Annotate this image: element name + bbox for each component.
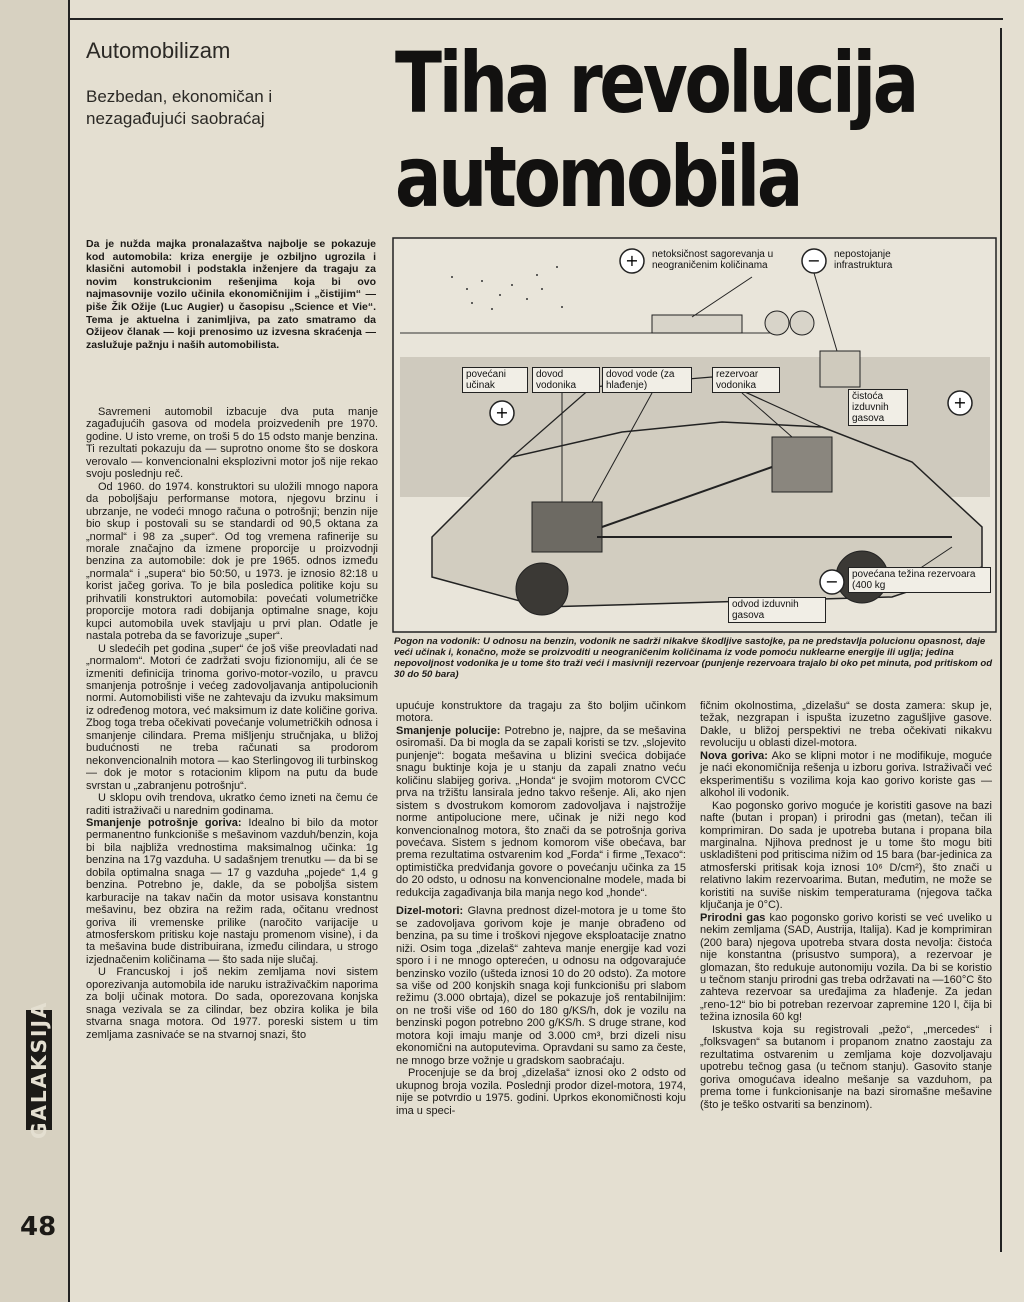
text-column-3 <box>700 700 992 1111</box>
label-tank: rezervoar vodonika <box>712 367 780 393</box>
paragraph: Kao pogonsko gorivo moguće je koristiti gasove na bazi nafte (butan i propan) i prirodni gas (metan), tečan ili komprimiran. Do sada je upotreba butana i propana bila marginalna. Njihova prednost je u tome što mogu biti uskladišteni pod pritiscima nižim od 15 bara (bar-jedinica za atmosferski pritisak koja iznosi 10⁶ D/cm²), što znači u relativno lakim rezervoarima. Butan, međutim, ne može se koristiti na suviše niskim temperaturama (njegova tačka ključanja je 0°C). <box>700 799 992 912</box>
paragraph-heading: Smanjenje potrošnje goriva: <box>86 816 242 829</box>
minus-sign: − <box>807 251 821 270</box>
minus-sign: − <box>825 572 839 591</box>
label-infrastructure: nepostojanje infrastruktura <box>834 249 893 271</box>
page-spine <box>0 0 70 1302</box>
paragraph-text: Ako se klipni motor i ne modifikuje, moguće je naći ekonomičnija rešenja u izboru goriva. Istraživači već eksperimentišu s vozilima koja kao gorivo koriste gas — alkohol ili vodonik. <box>700 749 992 800</box>
paragraph-heading: Nova goriva: <box>700 749 768 762</box>
paragraph <box>86 817 378 966</box>
frame-top-rule <box>68 18 1003 20</box>
article-lead: Da je nužda majka pronalazaštva najbolje se pokazuje kod automobila: kriza energije je ozbiljno ugrozila i klasični automobil i podstakla inženjere da tragaju za novim konstrukcionim rešenjima koja bi ovo najmasovnije vozilo učinila ekonomičnijim i „čistijim“ — piše Žik Ožije (Luc Augier) u časopisu „Science et Vie“. Tema je aktuelna i zanimljiva, pa zato smatramo da Ožijeov članak — koji prenosimo uz izvesna skraćenja — zaslužuje pažnju i naših automobilista. <box>86 238 376 351</box>
label-efficiency: povećani učinak <box>462 367 528 393</box>
paragraph-heading: Prirodni gas <box>700 911 766 924</box>
text-column-1 <box>86 406 378 1041</box>
paragraph <box>700 750 992 800</box>
paragraph-heading: Smanjenje polucije: <box>396 724 501 737</box>
paragraph-text: Glavna prednost dizel-motora je u tome što se zadovoljava gorivom koje je manje obrađeno od benzina, pa su time i troškovi njegove eksploatacije znatno niži. Osim toga „dizelaš“ zahteva manje energije kad vozi sporo i i ne mnogo opterećen, u odnosu na odgovarajuće benzinsko vozilo (ušteda iznosi 10 do 20 odsto). Za motore sa više od 200 konjskih snaga koji funkcionišu pri slabom režimu (3.000 obrtaja), dizel se pokazuje još rentabilnijim: on ne troši više od 160 do 180 g/KS/h, dok je vozilu na benzinski pogon potrebno 200 g/KS/h. S druge strane, kod motora koji imaju manje od 3.000 cm³, brzi dizeli nisu ekonomični na autoputevima. Opravdani su samo za česte, ne mnogo brze vožnje u gradskom saobraćaju. <box>396 905 686 1067</box>
page-number: 48 <box>20 1212 57 1242</box>
paragraph: U sledećih pet godina „super“ će još više preovladati nad „normalom“. Motori će zadržati svoju fizionomiju, ali će se izmeniti definicija trinoma gorivo-motor-vozilo, u pravcu smanjenja potrošnje i većeg zadovoljavanja antipolucionih normi. Automobilisti više ne zahtevaju da izvuku maksimum iz određenog motora, već maksimum iz date količine goriva. Zbog toga treba očekivati povećanje volumetričkih odnosa i smanjenje cilindara. Prema mišljenju stručnjaka, u bližoj budućnosti ne treba računati sa prodorom nekonvencionalnih motora — kao Sterlingovog ili turbinskog — dok je motor s rotacionim klipom na putu da bude svrstan u „zabranjenu potrošnju“. <box>86 642 378 792</box>
plus-sign: + <box>625 251 639 270</box>
paragraph-text: Idealno bi bilo da motor permanentno funkcioniše s mešavinom vazduh/benzin, koja bi bila najbliža vrednostima maksimalnog učinka: 1g benzina na 17g vazduha. U sadašnjem trenutku — da bi se dobila optimalna snaga — 17 g vazduha „pojede“ 1,4 g benzina. Potrebno je, dakle, da se poboljša sistem karburacije na takav način da motor usisava konstantnu mešavinu, bez obzira na režim rada, očitanu vrednost goriva ili vremenske prilike (naročito varijacije u atmosferskom pritisku koje nastaju promenom visine), i da ta mešavina bude distribuirana, između cilindara, u strogo izjednačenim količinama — što sada nije slučaj. <box>86 816 378 966</box>
paragraph: Od 1960. do 1974. konstruktori su uložili mnogo napora da poboljšaju performanse motora, njegovu brzinu i ubrzanje, ne vodeći mnogo računa o potrošnji; benzin nije bio skup i postovali su se standardi od 90,5 oktana za „normal“ i 98 za „super“. Od tog vremena rafinerije su morale značajno da izmene proporcije u proizvodnji benzina za automobile: dok je pre 1965. odnos između „normala“ i „supera“ bio 50:50, u 1973. je iznosio 82:18 u korist jačeg goriva. To je bila posledica politike koju su prihvatili konstruktori automobila: povećati volumetričke proporcije motora radi dobijanja optimalne snage, koju kupci automobila uvek stavljaju u prvi plan. Odatle je nastala potreba da se favorizuje „super“. <box>86 480 378 643</box>
paragraph: U Francuskoj i još nekim zemljama novi sistem oporezivanja automobila ide naruku istraživačkim naporima za bolji učinak motora. Do sada, oporezovana konjska snaga vezivala se za cilindar, bez obzira kolika je bila stvarna snaga motora. Od 1977. poreski sistem u tim zemljama zasnivaće se na stvarnoj snazi, što <box>86 966 378 1041</box>
article-headline <box>395 34 916 226</box>
magazine-logo: GALAKSIJA <box>27 1000 51 1140</box>
headline-line-1: Tiha revolucija <box>395 34 916 132</box>
hydrogen-car-illustration <box>392 237 997 633</box>
paragraph-text: kao pogonsko gorivo koristi se već uveliko u nekim zemljama (SAD, Austrija, Italija). Kad je komprimiran (200 bara) njegova upotreba stvara dosta nevolja: čistoća nije konstantna (prisustvo sumpora), a rezervoar je glomazan, što redukuje autonomiju vozila. Da bi se koristio u tečnom stanju prirodni gas treba održavati na —160°C što zahteva rezervoar sa uređajima za hlađenje. Za jedan „reno-12“ bio bi potreban rezervoar zapremine 120 l, čija bi težina iznosila 60 kg! <box>700 911 992 1024</box>
label-clean-exhaust: čistoća izduvnih gasova <box>848 389 908 426</box>
paragraph: Iskustva koja su registrovali „pežo“, „mercedes“ i „folksvagen“ sa butanom i propanom znatno zaostaju za rezultatima ostvarenim u zemljama koje dozvoljavaju upotrebu tečnog gasa (u tečnom stanju). Gasovito stanje goriva omogućava idealno mešanje sa vazduhom, pa prema tome i funkcionisanje na bazi siromašne mešavine (što je teško ostvariti sa benzinom). <box>700 1023 992 1111</box>
article-subtitle: Bezbedan, ekonomičan i nezagađujući saobraćaj <box>86 87 273 128</box>
headline-line-2: automobila <box>395 128 801 226</box>
label-inefficiency: netoksičnost sagorevanja u neograničenim količinama <box>652 249 774 271</box>
section-title: Automobilizam <box>86 38 231 63</box>
paragraph <box>396 725 686 899</box>
paragraph: upućuje konstruktore da tragaju za što boljim učinkom motora. <box>396 700 686 725</box>
label-exhaust: odvod izduvnih gasova <box>728 597 826 623</box>
paragraph <box>700 912 992 1024</box>
plus-sign: + <box>495 403 509 422</box>
plus-sign: + <box>953 393 967 412</box>
paragraph-heading: Dizel-motori: <box>396 905 464 918</box>
paragraph <box>396 905 686 1067</box>
paragraph: U sklopu ovih trendova, ukratko ćemo izneti na čemu će raditi istraživači u narednim godinama. <box>86 792 378 817</box>
paragraph: Procenjuje se da broj „dizelaša“ iznosi oko 2 odsto od ukupnog broja vozila. Poslednji prodor dizel-motora, 1974, nije se potvrdio u 1975. godini. Uprkos ekonomičnosti koju ima u speci- <box>396 1067 686 1117</box>
paragraph: fičnim okolnostima, „dizelašu“ se dosta zamera: skup je, težak, nezgrapan i ispušta izuzetno zagušljive gasove. Dakle, u bližoj perspektivi ne treba očekivati nikakvu revoluciju u oblasti dizel-motora. <box>700 700 992 750</box>
paragraph-text: Potrebno je, najpre, da se mešavina osiromaši. Da bi mogla da se zapali koristi se tzv. „slojevito punjenje“: bogata mešavina u blizini svećica dobijaće snagu buktinje koja je u stanju da zapali znatno veću količinu slabijeg goriva. „Honda“ je svojim motorom CVCC prva na tržištu lansirala jedno takvo rešenje. Ali, ako njen sistem s dvostrukom komorom zadovoljava i najstrožije norme antipolucione mere, učinak je niži nego kod konvencionalnog motora, što znači da se potrošnja goriva povećava. Sistem s jednom komorom više obećava, bar prema rezultatima ostvarenim kod „Forda“ i firme „Texaco“: optimistička predviđanja govore o povećanju učinka za 15 do 20 odsto, u odnosu na konvencionalne modele, mada bi redukcija zagađivanja bila manja nego kod „honde“. <box>396 724 686 899</box>
figure-caption: Pogon na vodonik: U odnosu na benzin, vodonik ne sadrži nikakve škodljive sastojke, pa ne predstavlja polucionu opasnost, daje veći učinak i, konačno, može se proizvoditi u neograničenim količinama iz vode pomoću nuklearne energije ili uglja; jedina nepovoljnost vodonika je u tome što traži veći i masivniji rezervoar (punjenje rezervoara trajalo bi oko pet minuta, pod pritiskom od 30 do 50 bara) <box>394 636 993 680</box>
label-hydrogen-supply: dovod vodonika <box>532 367 600 393</box>
label-weight: povećana težina rezervoara (400 kg <box>848 567 991 593</box>
frame-right-rule <box>1000 28 1002 1252</box>
paragraph: Savremeni automobil izbacuje dva puta manje zagađujućih gasova od modela proizvedenih pre 1970. godine. U isto vreme, on troši 5 do 15 odsto manje benzina. Ti rezultati pokazuju da — suprotno onome što se doskora verovalo — konvencionalni eksplozivni motor još nije rekao svoju poslednju reč. <box>86 406 378 481</box>
text-column-2 <box>396 700 686 1117</box>
label-water-supply: dovod vode (za hlađenje) <box>602 367 692 393</box>
